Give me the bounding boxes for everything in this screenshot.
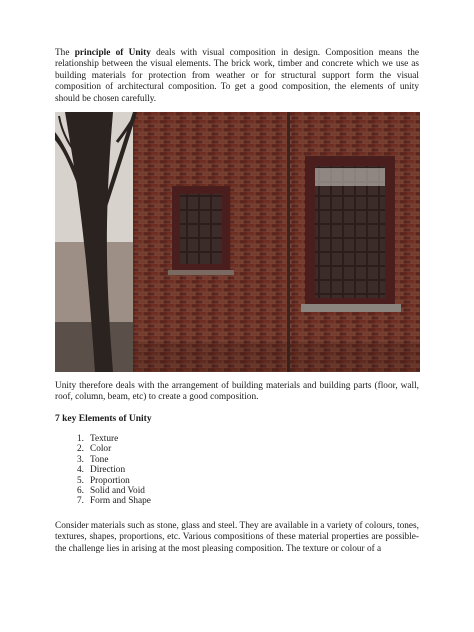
intro-paragraph <box>55 48 419 105</box>
list-number: 6. <box>77 486 84 497</box>
list-item <box>55 444 151 454</box>
arrangement-paragraph: Unity therefore deals with the arrangement of building materials and building parts (floor, wall, roof, column, beam, etc) to create a good composition. <box>55 381 419 403</box>
list-item <box>55 455 151 465</box>
key-elements-heading: 7 key Elements of Unity <box>55 414 152 424</box>
list-number: 5. <box>77 475 84 486</box>
key-elements-list <box>55 434 151 507</box>
list-label: Solid and Void <box>90 486 145 497</box>
list-number: 7. <box>77 496 84 507</box>
list-item <box>55 486 151 496</box>
list-label: Tone <box>90 454 109 465</box>
brick-building-photo <box>55 112 420 372</box>
materials-paragraph: Consider materials such as stone, glass and steel. They are available in a variety of colours, tones, textures, shapes, proportions, etc. Various compositions of these material properties are possible-the challenge lies in arising at the most pleasing composition. The texture or colour of a <box>55 521 419 554</box>
list-item <box>55 434 151 444</box>
principle-of-unity-term: principle of Unity <box>74 48 151 58</box>
intro-lead: The <box>55 48 75 58</box>
list-number: 4. <box>77 465 84 476</box>
list-number: 2. <box>77 444 84 455</box>
list-label: Form and Shape <box>90 496 151 507</box>
list-item <box>55 476 151 486</box>
list-number: 1. <box>77 434 84 444</box>
list-label: Texture <box>90 434 119 444</box>
intro-rest: deals with visual composition in design. Composition means the relationship between the visual elements. The brick work, timber and concrete which we use as building materials for protection from weather or for structural support form the visual composition of architectural composition. To get a good composition, the elements of unity should be chosen carefully. <box>55 48 419 104</box>
list-label: Proportion <box>90 475 130 486</box>
list-item <box>55 496 151 506</box>
list-number: 3. <box>77 454 84 465</box>
list-label: Direction <box>90 465 126 476</box>
list-item <box>55 465 151 475</box>
list-label: Color <box>90 444 112 455</box>
